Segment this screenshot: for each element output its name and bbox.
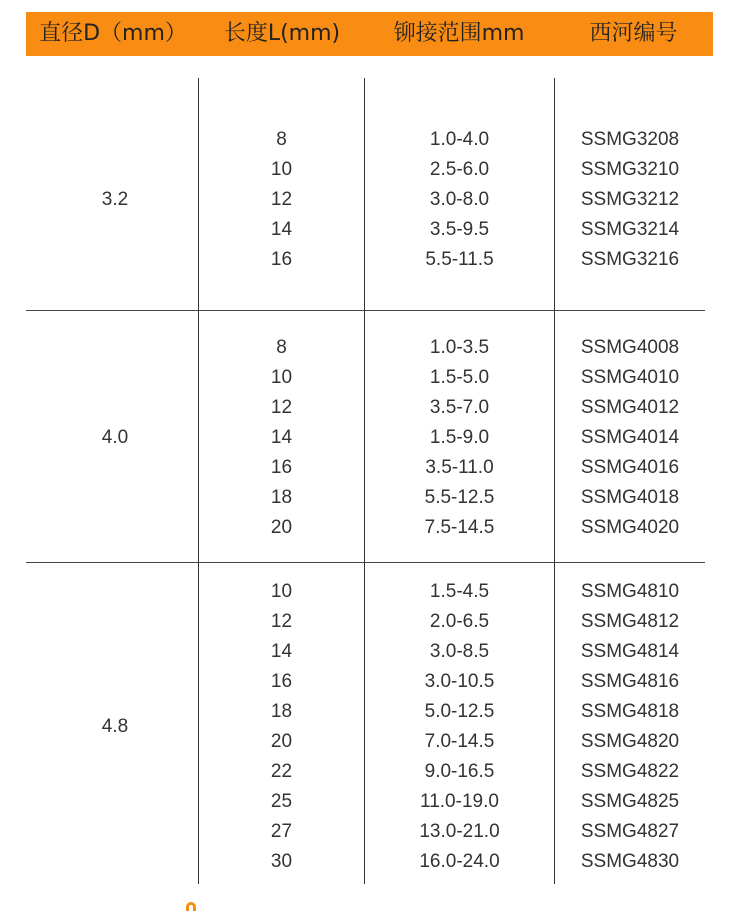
part-number-cell: SSMG4016 (580, 457, 680, 478)
rivet-range-cell: 16.0-24.0 (419, 851, 500, 872)
length-cell: 14 (270, 641, 293, 662)
rivet-range-cell: 5.5-11.5 (425, 249, 494, 270)
table-header (26, 12, 713, 56)
length-cell: 12 (270, 189, 293, 210)
part-number-cell: SSMG4020 (580, 517, 680, 538)
part-number-cell: SSMG4827 (580, 821, 680, 842)
header-rivet-range: 铆接范围mm (393, 21, 525, 46)
rivet-range-cell: 5.0-12.5 (424, 701, 495, 722)
length-cell: 8 (276, 129, 287, 150)
rivet-range-cell: 11.0-19.0 (420, 791, 499, 812)
rivet-range-cell: 2.0-6.5 (429, 611, 490, 632)
rivet-range-cell: 1.0-3.5 (429, 337, 490, 358)
length-cell: 10 (270, 367, 293, 388)
part-number-cell: SSMG3216 (580, 249, 680, 270)
part-number-cell: SSMG4012 (580, 397, 680, 418)
part-number-cell: SSMG3212 (580, 189, 680, 210)
rivet-range-cell: 2.5-6.0 (429, 159, 490, 180)
length-cell: 18 (270, 701, 293, 722)
part-number-cell: SSMG4010 (580, 367, 680, 388)
part-number-cell: SSMG4818 (580, 701, 680, 722)
part-number-cell: SSMG4825 (580, 791, 680, 812)
rivet-range-cell: 3.0-8.5 (429, 641, 490, 662)
rivet-range-cell: 3.0-8.0 (429, 189, 490, 210)
part-number-cell: SSMG4820 (580, 731, 680, 752)
diameter-cell: 4.0 (101, 427, 129, 448)
part-number-cell: SSMG4018 (580, 487, 680, 508)
rivet-range-cell: 3.0-10.5 (424, 671, 495, 692)
length-cell: 10 (270, 581, 293, 602)
length-cell: 30 (270, 851, 293, 872)
rivet-range-cell: 1.5-5.0 (429, 367, 490, 388)
length-cell: 12 (270, 611, 293, 632)
rivet-range-cell: 7.5-14.5 (424, 517, 495, 538)
length-cell: 25 (270, 791, 293, 812)
rivet-range-cell: 1.0-4.0 (429, 129, 490, 150)
rivet-range-cell: 3.5-9.5 (429, 219, 490, 240)
part-number-cell: SSMG4822 (580, 761, 680, 782)
part-number-cell: SSMG4814 (580, 641, 680, 662)
length-cell: 8 (276, 337, 287, 358)
group-divider (26, 310, 705, 311)
length-cell: 14 (270, 427, 293, 448)
rivet-range-cell: 7.0-14.5 (424, 731, 495, 752)
header-length: 长度L(mm) (223, 21, 341, 46)
part-number-cell: SSMG3208 (580, 129, 680, 150)
decorative-mark (186, 902, 196, 911)
rivet-range-cell: 1.5-4.5 (429, 581, 490, 602)
length-cell: 10 (270, 159, 293, 180)
rivet-range-cell: 1.5-9.0 (429, 427, 490, 448)
part-number-cell: SSMG4830 (580, 851, 680, 872)
length-cell: 18 (270, 487, 293, 508)
part-number-cell: SSMG4812 (580, 611, 680, 632)
header-part-number: 西河编号 (589, 21, 678, 46)
length-cell: 14 (270, 219, 293, 240)
part-number-cell: SSMG4014 (580, 427, 680, 448)
part-number-cell: SSMG3210 (580, 159, 680, 180)
length-cell: 16 (270, 249, 293, 270)
length-cell: 12 (270, 397, 293, 418)
group-divider (26, 562, 705, 563)
length-cell: 20 (270, 517, 293, 538)
rivet-range-cell: 9.0-16.5 (424, 761, 495, 782)
length-cell: 16 (270, 457, 293, 478)
part-number-cell: SSMG4008 (580, 337, 680, 358)
length-cell: 20 (270, 731, 293, 752)
length-cell: 16 (270, 671, 293, 692)
header-diameter: 直径D（mm） (39, 21, 187, 46)
length-cell: 22 (270, 761, 293, 782)
rivet-range-cell: 5.5-12.5 (424, 487, 495, 508)
part-number-cell: SSMG3214 (580, 219, 680, 240)
rivet-range-cell: 13.0-21.0 (419, 821, 500, 842)
rivet-range-cell: 3.5-7.0 (429, 397, 490, 418)
part-number-cell: SSMG4810 (580, 581, 680, 602)
rivet-range-cell: 3.5-11.0 (425, 457, 494, 478)
diameter-cell: 3.2 (101, 189, 129, 210)
diameter-cell: 4.8 (101, 716, 129, 737)
part-number-cell: SSMG4816 (580, 671, 680, 692)
length-cell: 27 (270, 821, 293, 842)
